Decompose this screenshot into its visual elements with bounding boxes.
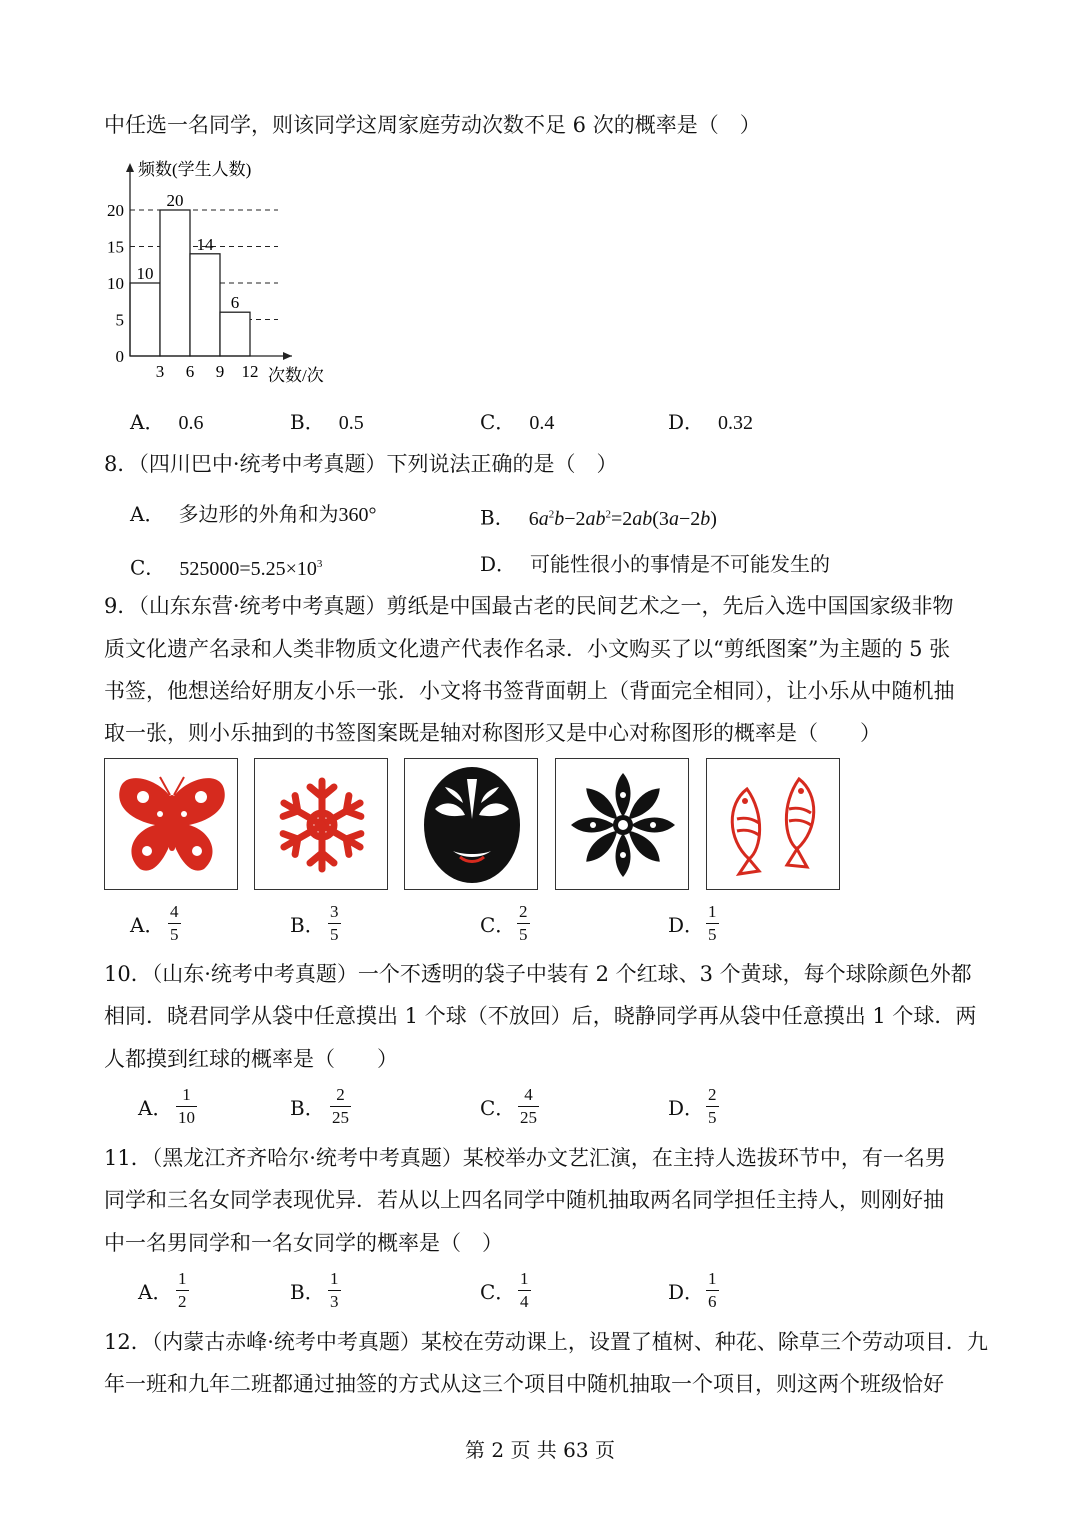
y-tick-label: 10 [107, 274, 124, 293]
opera-mask-papercut-image [404, 758, 538, 890]
q11-option-b[interactable]: B． [290, 1280, 325, 1304]
q9-stem-line-4: 取一张，则小乐抽到的书签图案既是轴对称图形又是中心对称图形的概率是（ ） [104, 721, 881, 745]
q8-stem: 8．（四川巴中·统考中考真题）下列说法正确的是（ ） [104, 452, 618, 476]
bar-value-label: 14 [196, 234, 214, 254]
q9-stem-line-3: 书签，他想送给好朋友小乐一张．小文将书签背面朝上（背面完全相同），让小乐从中随机抽 [104, 679, 955, 703]
x-axis-title: 次数/次 [268, 366, 324, 385]
q11-stem-line-1: 11．（黑龙江齐齐哈尔·统考中考真题）某校举办文艺汇演，在主持人选拔环节中，有一名男 [104, 1146, 946, 1170]
q11-stem-line-3: 中一名男同学和一名女同学的概率是（ ） [104, 1231, 503, 1255]
q8-option-c[interactable]: C． $525000=5.25\times 10^3$ [130, 555, 323, 580]
x-tick-label: 9 [215, 362, 225, 381]
q11-option-c-fraction: $\frac{1}{4}$ [520, 1269, 529, 1311]
q8-option-b[interactable]: B． $6a^2b-2ab^2=2ab(3a-2b)$ [480, 505, 717, 530]
q11-option-d-fraction: $\frac{1}{6}$ [708, 1269, 717, 1311]
page-footer: 第 2 页 共 63 页 [465, 1438, 615, 1462]
q10-option-a[interactable]: A． [138, 1096, 173, 1120]
q9-option-d[interactable]: D． [668, 913, 705, 937]
q10-stem-line-2: 相同．晓君同学从袋中任意摸出 1 个球（不放回）后，晓静同学再从袋中任意摸出 1 个球．两 [104, 1004, 977, 1028]
q10-option-c[interactable]: C． [480, 1096, 516, 1120]
q10-stem-line-3: 人都摸到红球的概率是（ ） [104, 1047, 398, 1071]
q7-option-a[interactable]: A． 0.6 [130, 410, 204, 434]
q10-option-d[interactable]: D． [668, 1096, 705, 1120]
q10-stem-line-1: 10．（山东·统考中考真题）一个不透明的袋子中装有 2 个红球、3 个黄球，每个球除颜色外都 [104, 962, 972, 986]
q9-option-b[interactable]: B． [290, 913, 325, 937]
q11-option-d[interactable]: D． [668, 1280, 705, 1304]
q11-option-a-fraction: $\frac{1}{2}$ [178, 1269, 187, 1311]
frequency-histogram [96, 155, 336, 385]
y-tick-label: 0 [115, 347, 124, 366]
y-tick-label: 15 [107, 237, 124, 257]
bar-value-label: 10 [136, 264, 154, 283]
x-tick-label: 6 [185, 362, 195, 381]
q10-option-a-fraction: $\frac{1}{10}$ [178, 1085, 195, 1127]
q9-stem-line-1: 9．（山东东营·统考中考真题）剪纸是中国最古老的民间艺术之一，先后入选中国国家级非物 [104, 594, 954, 618]
q8-option-a[interactable]: A． 多边形的外角和为360° [130, 502, 377, 526]
y-tick-label: 5 [115, 310, 124, 330]
q7-stem: 中任选一名同学，则该同学这周家庭劳动次数不足 6 次的概率是（ ） [104, 113, 761, 137]
histogram-bar [190, 254, 220, 356]
x-tick-label: 3 [155, 362, 165, 381]
histogram-bar [130, 283, 160, 356]
x-tick-label: 12 [241, 362, 259, 381]
q9-option-a[interactable]: A． [130, 913, 165, 937]
histogram-bar [220, 312, 250, 356]
q7-option-c[interactable]: C． 0.4 [480, 410, 555, 434]
q7-option-d[interactable]: D． 0.32 [668, 410, 754, 434]
snowflake-papercut-image [254, 758, 388, 890]
q7-option-b[interactable]: B． 0.5 [290, 410, 364, 434]
bar-value-label: 20 [166, 191, 184, 210]
fish-papercut-image [706, 758, 840, 890]
histogram-bar [160, 210, 190, 356]
q9-stem-line-2: 质文化遗产名录和人类非物质文化遗产代表作名录．小文购买了以“剪纸图案”为主题的 5 张 [104, 637, 951, 661]
q9-option-c-fraction: $\frac{2}{5}$ [519, 902, 528, 944]
q9-option-d-fraction: $\frac{1}{5}$ [708, 902, 717, 944]
q11-option-a[interactable]: A． [138, 1280, 173, 1304]
q11-option-b-fraction: $\frac{1}{3}$ [330, 1269, 339, 1311]
q10-option-c-fraction: $\frac{4}{25}$ [520, 1085, 537, 1127]
y-axis-title: 频数(学生人数) [138, 160, 252, 179]
q10-option-b[interactable]: B． [290, 1096, 325, 1120]
q10-option-d-fraction: $\frac{2}{5}$ [708, 1085, 717, 1127]
q11-option-c[interactable]: C． [480, 1280, 516, 1304]
y-axis-arrow-icon [126, 163, 134, 172]
bar-value-label: 6 [230, 293, 240, 313]
mandala-papercut-image [555, 758, 689, 890]
q12-stem-line-1: 12．（内蒙古赤峰·统考中考真题）某校在劳动课上，设置了植树、种花、除草三个劳动项目．九 [104, 1330, 988, 1354]
q8-b-expression: $6a^2b-2ab^2=2ab(3a-2b)$ [528, 507, 717, 530]
q12-stem-line-2: 年一班和九年二班都通过抽签的方式从这三个项目中随机抽取一个项目，则这两个班级恰好 [104, 1372, 944, 1396]
q11-stem-line-2: 同学和三名女同学表现优异．若从以上四名同学中随机抽取两名同学担任主持人，则刚好抽 [104, 1188, 944, 1212]
q9-option-c[interactable]: C． [480, 913, 516, 937]
x-axis-arrow-icon [283, 352, 292, 360]
butterfly-papercut-image [104, 758, 238, 890]
q8-option-d[interactable]: D． 可能性很小的事情是不可能发生的 [480, 552, 831, 576]
q10-option-b-fraction: $\frac{2}{25}$ [332, 1085, 349, 1127]
q9-option-b-fraction: $\frac{3}{5}$ [330, 902, 339, 944]
q9-option-a-fraction: $\frac{4}{5}$ [170, 902, 179, 944]
y-tick-label: 20 [107, 201, 124, 220]
